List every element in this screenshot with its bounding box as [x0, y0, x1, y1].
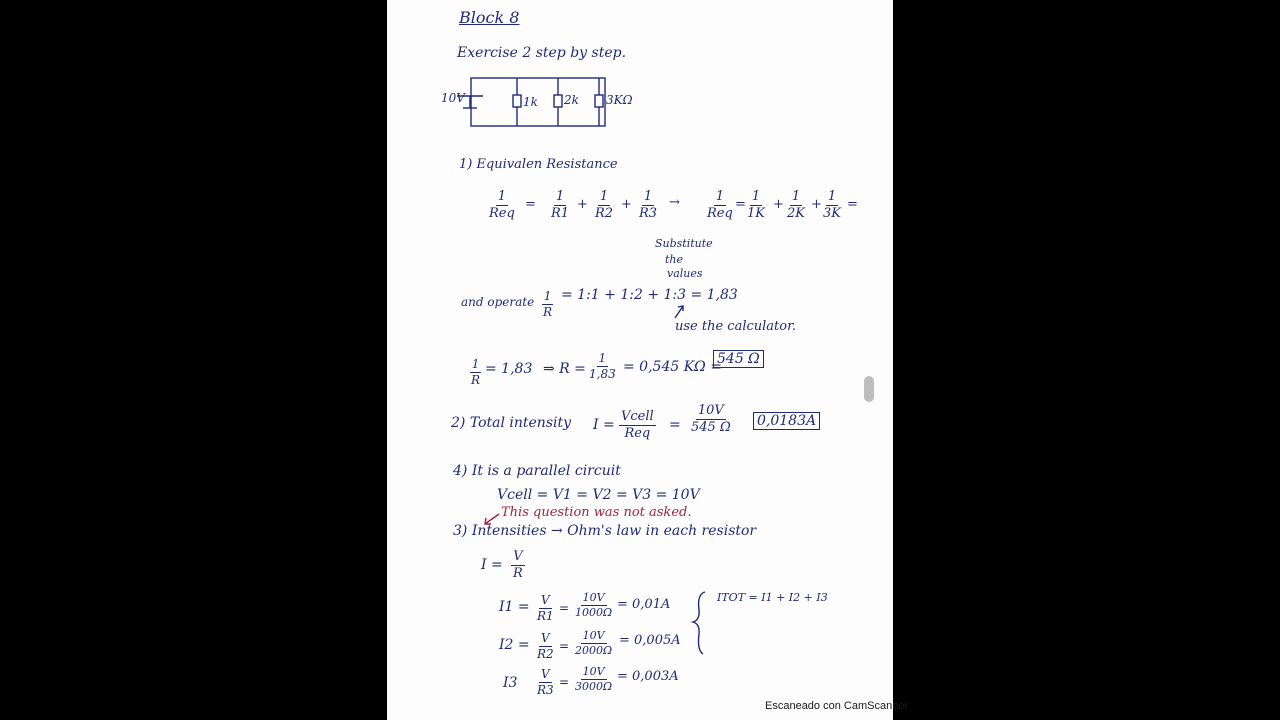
- fraction-1-over-req-substituted: 1 Req: [707, 189, 733, 221]
- plus-sign: +: [811, 197, 822, 212]
- plus-sign: +: [577, 197, 588, 212]
- plus-sign: +: [773, 197, 784, 212]
- battery-label: 10V: [441, 91, 465, 105]
- step4-label: 4) It is a parallel circuit: [453, 463, 621, 479]
- fraction-1-over-r3: $\frac{1}{R3}$: [639, 189, 658, 221]
- operate-expression: = 1:1 + 1:2 + 1:3 = 1,83: [561, 287, 738, 303]
- i1-lhs: I1 =: [499, 599, 530, 615]
- page-subtitle: Exercise 2 step by step.: [457, 45, 627, 61]
- equals-sign: =: [735, 197, 746, 212]
- fraction-1-over-1k: $\frac{1}{1K}$: [747, 189, 765, 221]
- substitute-note-line-3: values: [667, 267, 703, 280]
- equals-sign: =: [559, 675, 570, 689]
- fraction-1-over-r: $\frac{1}{R}$: [543, 289, 553, 319]
- parallel-voltage-equation: Vcell = V1 = V2 = V3 = 10V: [497, 487, 700, 503]
- i2-result: = 0,005A: [619, 633, 681, 648]
- fraction-10v-over-2000: $\frac{10V}{2000\Omega}$: [575, 629, 613, 657]
- resistor-1-label: 1k: [523, 95, 538, 109]
- equals-sign: =: [847, 197, 858, 212]
- fraction-1-over-3k: $\frac{1}{3K}$: [823, 189, 841, 221]
- fraction-10v-over-3000: $\frac{10V}{3000\Omega}$: [575, 665, 613, 693]
- result-value: = 1,83: [485, 361, 533, 377]
- fraction-1-over-r-result: $\frac{1}{R}$: [471, 357, 481, 387]
- page-title: Block 8: [459, 8, 520, 27]
- result-implies: ⇒ R =: [543, 361, 586, 377]
- fraction-1-over-2k: $\frac{1}{2K}$: [787, 189, 805, 221]
- operate-label: and operate: [461, 295, 535, 309]
- resistor-3-label: 3KΩ: [606, 93, 633, 107]
- result-boxed-resistance: 545 Ω: [713, 350, 764, 368]
- scroll-handle: [864, 376, 874, 402]
- calculator-note: use the calculator.: [675, 319, 797, 334]
- camscanner-watermark: Escaneado con CamScanner: [765, 700, 909, 712]
- scanned-page: [387, 0, 893, 720]
- i2-lhs: I2 =: [499, 637, 530, 653]
- ohm-law-lhs: I =: [481, 557, 503, 573]
- step3-label: 3) Intensities → Ohm's law in each resistor: [453, 523, 757, 539]
- equals-sign: =: [525, 197, 536, 212]
- equals-sign: =: [559, 639, 570, 653]
- substitute-arrow: →: [669, 195, 680, 210]
- total-intensity-sum: ITOT = I1 + I2 + I3: [717, 591, 828, 604]
- i1-result: = 0,01A: [617, 597, 671, 612]
- substitute-note-line-2: the: [665, 253, 684, 266]
- fraction-v-over-r1: $\frac{V}{R1}$: [537, 593, 554, 623]
- equals-sign: =: [559, 601, 570, 615]
- fraction-v-over-r3: $\frac{V}{R3}$: [537, 667, 554, 697]
- resistor-2-label: 2k: [564, 93, 579, 107]
- intensity-equals: I =: [593, 417, 615, 433]
- substitute-note-line-1: Substitute: [655, 237, 713, 250]
- result-conversion: = 0,545 KΩ =: [623, 359, 722, 375]
- step2-label: 2) Total intensity: [451, 415, 572, 431]
- not-asked-note: This question was not asked.: [501, 505, 692, 520]
- i3-lhs: I3: [503, 675, 518, 691]
- fraction-1-over-r1: $\frac{1}{R1}$: [551, 189, 570, 221]
- i3-result: = 0,003A: [617, 669, 679, 684]
- fraction-1-over-req: 1 Req: [489, 189, 515, 221]
- fraction-1-over-r2: $\frac{1}{R2}$: [595, 189, 614, 221]
- fraction-v-over-r: $\frac{V}{R}$: [513, 549, 523, 581]
- step1-heading: 1) Equivalen Resistance: [459, 157, 618, 172]
- plus-sign: +: [621, 197, 632, 212]
- results-brace: [387, 0, 893, 720]
- fraction-10v-over-1000: $\frac{10V}{1000\Omega}$: [575, 591, 613, 619]
- fraction-1-over-1-83: $\frac{1}{1,83}$: [589, 351, 616, 381]
- fraction-vcell-over-req: Vcell Req: [621, 409, 654, 441]
- fraction-10v-over-545: $\frac{10V}{545 \Omega}$: [691, 403, 731, 435]
- equals-sign: =: [669, 417, 681, 433]
- total-intensity-boxed-result: 0,0183A: [753, 412, 820, 430]
- fraction-v-over-r2: $\frac{V}{R2}$: [537, 631, 554, 661]
